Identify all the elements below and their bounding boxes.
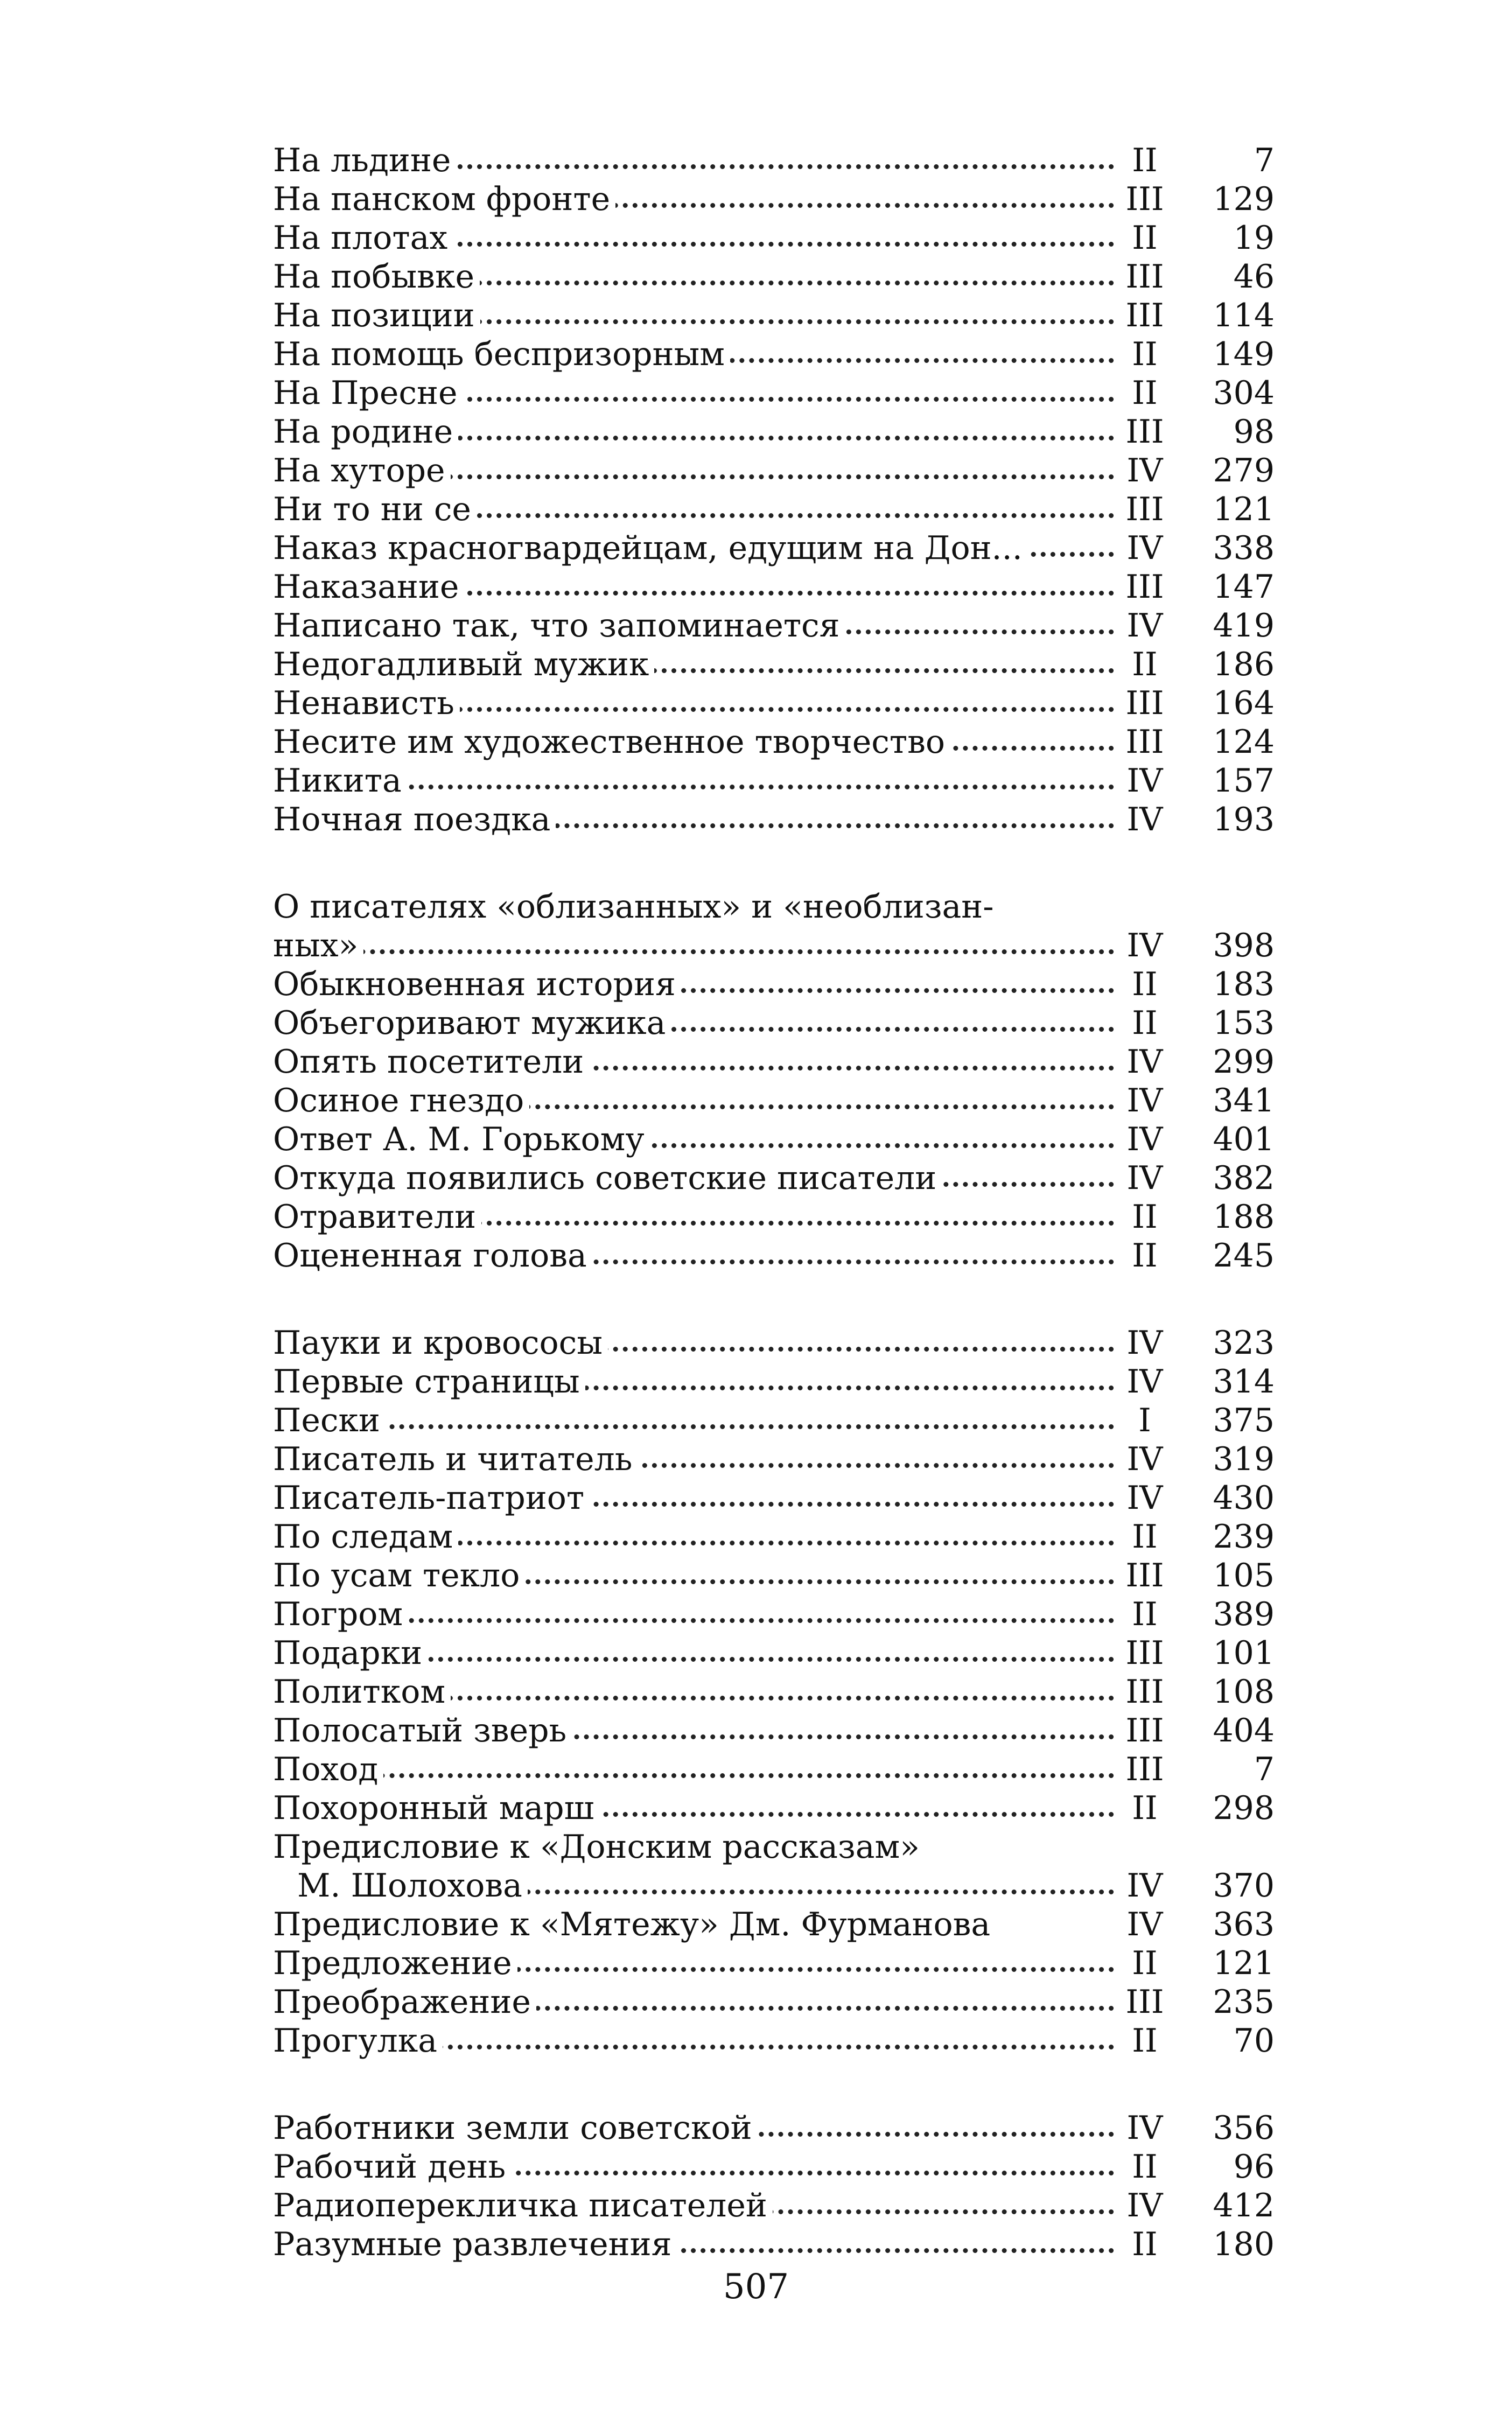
entry-volume: IV: [1126, 529, 1163, 567]
index-entry: [273, 568, 1275, 606]
entry-title: Политком: [273, 1673, 451, 1711]
entry-page: 401: [1213, 1121, 1275, 1158]
entry-page: 153: [1213, 1004, 1275, 1042]
entry-page: 375: [1213, 1402, 1275, 1439]
entry-title: Пауки и кровососы: [273, 1324, 608, 1362]
entry-page: 121: [1213, 1944, 1275, 1982]
entry-page: 46: [1233, 258, 1275, 296]
entry-page: 19: [1233, 219, 1275, 257]
entry-volume: III: [1125, 297, 1164, 334]
entry-title: Предисловие к «Мятежу» Дм. Фурманова: [273, 1905, 996, 1944]
index-entry: [273, 219, 1275, 257]
entry-title: Радиоперекличка писателей: [273, 2186, 773, 2225]
index-entry: [273, 2021, 1275, 2060]
index-entry: [273, 1983, 1275, 2021]
entry-volume: III: [1125, 180, 1164, 218]
entry-title: Похоронный марш: [273, 1789, 599, 1828]
entry-volume: IV: [1126, 1324, 1163, 1362]
entry-volume: II: [1132, 142, 1158, 179]
entry-page: 356: [1213, 2109, 1275, 2147]
entry-title: Писатель-патриот: [273, 1479, 590, 1517]
dot-leader: [273, 1773, 1114, 1778]
entry-title: Полосатый зверь: [273, 1711, 572, 1750]
index-entry: [273, 2147, 1275, 2186]
index-entry: [273, 1401, 1275, 1440]
index-entry: [273, 1866, 1275, 1905]
index-entry: [273, 1789, 1275, 1828]
entry-volume: IV: [1126, 1121, 1163, 1158]
entry-volume: III: [1125, 1983, 1164, 2021]
entry-volume: IV: [1126, 1363, 1163, 1401]
index-entry: [273, 1634, 1275, 1673]
entry-page: 299: [1213, 1043, 1275, 1081]
page-number: 507: [723, 2267, 789, 2307]
entry-volume: IV: [1126, 1082, 1163, 1119]
entry-page: 404: [1213, 1712, 1275, 1750]
entry-volume: III: [1125, 568, 1164, 606]
entry-volume: II: [1132, 1518, 1158, 1556]
entry-volume: I: [1138, 1402, 1151, 1439]
index-entry: [273, 1595, 1275, 1634]
entry-volume: III: [1125, 1712, 1164, 1750]
entry-volume: III: [1125, 723, 1164, 761]
dot-leader: [273, 1424, 1114, 1429]
index-entry: [273, 965, 1275, 1004]
entry-page: 121: [1213, 491, 1275, 528]
entry-volume: III: [1125, 258, 1164, 296]
entry-volume: III: [1125, 413, 1164, 451]
entry-page: 370: [1213, 1867, 1275, 1905]
entry-page: 193: [1213, 801, 1275, 838]
entry-title: Пески: [273, 1401, 386, 1440]
entry-page: 363: [1213, 1906, 1275, 1943]
entry-volume: III: [1125, 1751, 1164, 1788]
entry-title: Ответ А. М. Горькому: [273, 1120, 650, 1159]
entry-page: 108: [1213, 1673, 1275, 1711]
entry-page: 186: [1213, 646, 1275, 683]
entry-volume: III: [1125, 1557, 1164, 1594]
entry-title: На льдине: [273, 141, 456, 180]
entry-volume: II: [1132, 1237, 1158, 1275]
entry-volume: II: [1132, 2148, 1158, 2186]
entry-page: 314: [1213, 1363, 1275, 1401]
entry-title: Ночная поездка: [273, 800, 556, 839]
entry-page: 7: [1254, 1751, 1275, 1788]
entry-title: Первые страницы: [273, 1362, 585, 1401]
entry-title: На панском фронте: [273, 180, 615, 219]
entry-title: На помощь беспризорным: [273, 335, 730, 374]
entry-title: На позиции: [273, 296, 480, 335]
entry-volume: IV: [1126, 452, 1163, 489]
entry-page: 279: [1213, 452, 1275, 489]
index-entry: [273, 800, 1275, 839]
entry-volume: IV: [1126, 1867, 1163, 1905]
entry-title: Наказание: [273, 568, 464, 606]
index-entry: [273, 1517, 1275, 1556]
entry-title: На Пресне: [273, 374, 463, 412]
entry-page: 105: [1213, 1557, 1275, 1594]
entry-page: 114: [1213, 297, 1275, 334]
entry-volume: II: [1132, 1596, 1158, 1633]
entry-title: Рабочий день: [273, 2147, 511, 2186]
index-entry: [273, 141, 1275, 180]
entry-page: 338: [1213, 529, 1275, 567]
entry-title: О писателях «облизанных» и «необлизан-: [273, 887, 999, 926]
entry-title: Объегоривают мужика: [273, 1004, 671, 1042]
index-entry: [273, 1042, 1275, 1081]
entry-page: 70: [1233, 2022, 1275, 2060]
entry-volume: III: [1125, 1673, 1164, 1711]
entry-title: ных»: [273, 926, 363, 965]
entry-title: По усам текло: [273, 1556, 525, 1595]
entry-volume: IV: [1126, 1479, 1163, 1517]
entry-title: Писатель и читатель: [273, 1440, 638, 1479]
entry-page: 239: [1213, 1518, 1275, 1556]
entry-volume: III: [1125, 491, 1164, 528]
entry-volume: IV: [1126, 1043, 1163, 1081]
entry-title: Работники земли советской: [273, 2109, 758, 2147]
entry-page: 188: [1213, 1198, 1275, 1236]
entry-page: 235: [1213, 1983, 1275, 2021]
index-entry: [273, 926, 1275, 965]
entry-volume: IV: [1126, 2109, 1163, 2147]
entry-page: 96: [1233, 2148, 1275, 2186]
entry-volume: II: [1132, 965, 1158, 1003]
entry-volume: IV: [1126, 2187, 1163, 2224]
entry-volume: II: [1132, 335, 1158, 373]
entry-volume: IV: [1126, 801, 1163, 838]
index-entry: [273, 374, 1275, 412]
entry-page: 7: [1254, 142, 1275, 179]
entry-title: Подарки: [273, 1634, 428, 1673]
index-entry: [273, 761, 1275, 800]
index-entry: [273, 1324, 1275, 1362]
dot-leader: [273, 949, 1114, 954]
index-entry: [273, 1828, 1275, 1866]
entry-page: 398: [1213, 927, 1275, 964]
index-entry: [273, 2109, 1275, 2147]
entry-volume: III: [1125, 1634, 1164, 1672]
entry-title: М. Шолохова: [273, 1866, 528, 1905]
entry-volume: IV: [1126, 927, 1163, 964]
entry-page: 129: [1213, 180, 1275, 218]
index-entry: [273, 1750, 1275, 1789]
index-entry: [273, 1120, 1275, 1159]
index-entry: [273, 1944, 1275, 1983]
entry-title: Никита: [273, 761, 407, 800]
entry-page: 412: [1213, 2187, 1275, 2224]
group-spacer: [273, 1275, 1275, 1324]
entry-volume: II: [1132, 2226, 1158, 2263]
entry-title: Предисловие к «Донским рассказам»: [273, 1828, 925, 1866]
entry-volume: II: [1132, 1944, 1158, 1982]
index-entry: [273, 335, 1275, 374]
entry-title: Осиное гнездо: [273, 1081, 529, 1120]
entry-volume: II: [1132, 374, 1158, 412]
entry-title: Разумные развлечения: [273, 2225, 677, 2264]
entry-volume: IV: [1126, 762, 1163, 800]
index-entry: [273, 296, 1275, 335]
entry-title: Наказ красногвардейцам, едущим на Дон...: [273, 529, 1028, 568]
index-entry: [273, 2186, 1275, 2225]
entry-page: 164: [1213, 684, 1275, 722]
entry-page: 430: [1213, 1479, 1275, 1517]
entry-title: Прогулка: [273, 2021, 443, 2060]
entry-volume: II: [1132, 1198, 1158, 1236]
entry-page: 149: [1213, 335, 1275, 373]
entry-volume: IV: [1126, 1906, 1163, 1943]
entry-volume: II: [1132, 2022, 1158, 2060]
index-entry: [273, 490, 1275, 529]
entry-title: Преображение: [273, 1983, 536, 2021]
group-spacer: [273, 2060, 1275, 2109]
index-entry: [273, 1556, 1275, 1595]
entry-page: 98: [1233, 413, 1275, 451]
entry-title: Откуда появились советские писатели: [273, 1159, 942, 1198]
index-entry: [273, 1440, 1275, 1479]
index-entry: [273, 412, 1275, 451]
index-entry: [273, 529, 1275, 568]
entry-title: Недогадливый мужик: [273, 645, 654, 684]
entry-page: 245: [1213, 1237, 1275, 1275]
index-entry: [273, 1159, 1275, 1198]
entry-page: 298: [1213, 1789, 1275, 1827]
entry-volume: II: [1132, 1789, 1158, 1827]
entry-page: 341: [1213, 1082, 1275, 1119]
entry-title: Ненависть: [273, 684, 460, 723]
index-entry: [273, 451, 1275, 490]
entry-page: 147: [1213, 568, 1275, 606]
entry-page: 183: [1213, 965, 1275, 1003]
index-entry: [273, 2225, 1275, 2264]
index-entry: [273, 1905, 1275, 1944]
entry-page: 389: [1213, 1596, 1275, 1633]
entry-volume: II: [1132, 1004, 1158, 1042]
entry-title: На родине: [273, 412, 458, 451]
entry-title: Отравители: [273, 1198, 481, 1236]
entry-volume: IV: [1126, 1159, 1163, 1197]
entry-title: Опять посетители: [273, 1042, 589, 1081]
index-entry: [273, 606, 1275, 645]
index-entry: [273, 1362, 1275, 1401]
entry-page: 323: [1213, 1324, 1275, 1362]
entry-volume: III: [1125, 684, 1164, 722]
entry-title: На хуторе: [273, 451, 451, 490]
entry-page: 319: [1213, 1440, 1275, 1478]
index-entry: [273, 1198, 1275, 1236]
index-entry: [273, 1236, 1275, 1275]
entry-title: Предложение: [273, 1944, 517, 1983]
index-entry: [273, 684, 1275, 723]
entry-title: Поход: [273, 1750, 383, 1789]
index-entry: [273, 1711, 1275, 1750]
entry-title: Ни то ни се: [273, 490, 477, 529]
entry-volume: IV: [1126, 607, 1163, 645]
entry-volume: II: [1132, 646, 1158, 683]
index-entry: [273, 723, 1275, 761]
index-entry: [273, 1673, 1275, 1711]
entry-title: На побывке: [273, 257, 480, 296]
entry-volume: II: [1132, 219, 1158, 257]
index-entry: [273, 1081, 1275, 1120]
index-entry: [273, 887, 1275, 926]
entry-title: На плотах: [273, 219, 453, 257]
index-entry: [273, 180, 1275, 219]
entry-page: 304: [1213, 374, 1275, 412]
entry-title: Написано так, что запоминается: [273, 606, 845, 645]
entry-page: 382: [1213, 1159, 1275, 1197]
entry-title: Погром: [273, 1595, 408, 1634]
index-entry: [273, 645, 1275, 684]
index-entry: [273, 257, 1275, 296]
entry-title: Оцененная голова: [273, 1236, 592, 1275]
entry-page: 101: [1213, 1634, 1275, 1672]
entry-page: 124: [1213, 723, 1275, 761]
entry-volume: IV: [1126, 1440, 1163, 1478]
index-list: [273, 141, 1275, 2264]
group-spacer: [273, 839, 1275, 887]
entry-page: 157: [1213, 762, 1275, 800]
entry-title: Обыкновенная история: [273, 965, 681, 1004]
entry-page: 419: [1213, 607, 1275, 645]
entry-page: 180: [1213, 2226, 1275, 2263]
entry-title: Несите им художественное творчество: [273, 723, 950, 761]
index-entry: [273, 1004, 1275, 1042]
entry-title: По следам: [273, 1517, 458, 1556]
index-entry: [273, 1479, 1275, 1517]
